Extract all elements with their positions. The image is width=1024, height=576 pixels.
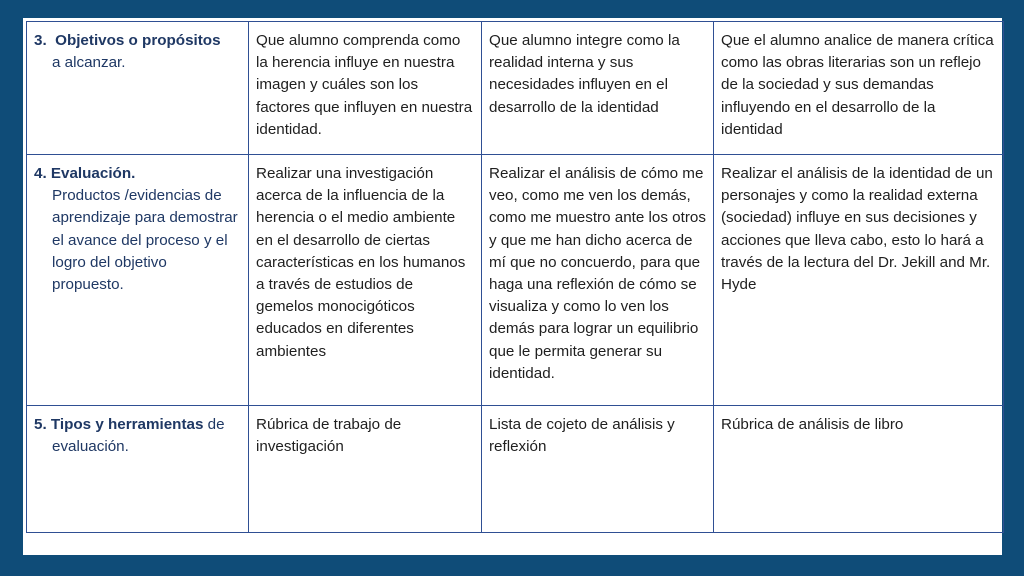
row-number: 3. xyxy=(34,32,47,49)
table-cell: Realizar el análisis de la identidad de un personajes y como la realidad externa (sociedad) influye en sus decisiones y acciones que lleva cabo, esto lo hará a través de la lectura del Dr. Jekill and Mr. Hyde xyxy=(714,155,1004,406)
row-number: 4. xyxy=(34,165,47,182)
row-label-cell xyxy=(27,406,249,533)
slide-canvas xyxy=(23,18,1002,555)
row-label-continuation: Productos /evidencias de aprendizaje para demostrar el avance del proceso y el logro del objetivo propuesto. xyxy=(52,187,238,294)
table-cell: Lista de cojeto de análisis y reflexión xyxy=(482,406,714,533)
row-label-continuation: evaluación. xyxy=(52,438,129,456)
row-number: 5. xyxy=(34,416,47,433)
row-title-suffix: de xyxy=(203,416,225,433)
row-label-cell xyxy=(27,22,249,155)
row-title: Objetivos o propósitos xyxy=(55,32,221,49)
row-label-continuation: a alcanzar. xyxy=(52,54,126,72)
table-row xyxy=(27,22,1004,155)
table-cell: Rúbrica de trabajo de investigación xyxy=(249,406,482,533)
table-cell: Que alumno comprenda como la herencia influye en nuestra imagen y cuáles son los factores que influyen en nuestra identidad. xyxy=(249,22,482,155)
row-title: Evaluación. xyxy=(50,165,136,182)
row-label-cell xyxy=(27,155,249,406)
row-title: Tipos y herramientas xyxy=(50,416,204,433)
table-cell: Realizar una investigación acerca de la influencia de la herencia o el medio ambiente en el desarrollo de ciertas características en los humanos a través de estudios de gemelos monocigóticos educados en diferentes ambientes xyxy=(249,155,482,406)
table-cell: Que el alumno analice de manera crítica como las obras literarias son un reflejo de la sociedad y sus demandas influyendo en el desarrollo de la identidad xyxy=(714,22,1004,155)
table-cell: Que alumno integre como la realidad interna y sus necesidades influyen en el desarrollo de la identidad xyxy=(482,22,714,155)
table-cell: Realizar el análisis de cómo me veo, como me ven los demás, como me muestro ante los otros y que me han dicho acerca de mí que no concuerdo, para que haga una reflexión de cómo se visualiza y como lo ven los demás para lograr un equilibrio que le permita generar su identidad. xyxy=(482,155,714,406)
table-row xyxy=(27,155,1004,406)
table-row xyxy=(27,406,1004,533)
table-cell: Rúbrica de análisis de libro xyxy=(714,406,1004,533)
planning-table xyxy=(26,21,1004,533)
